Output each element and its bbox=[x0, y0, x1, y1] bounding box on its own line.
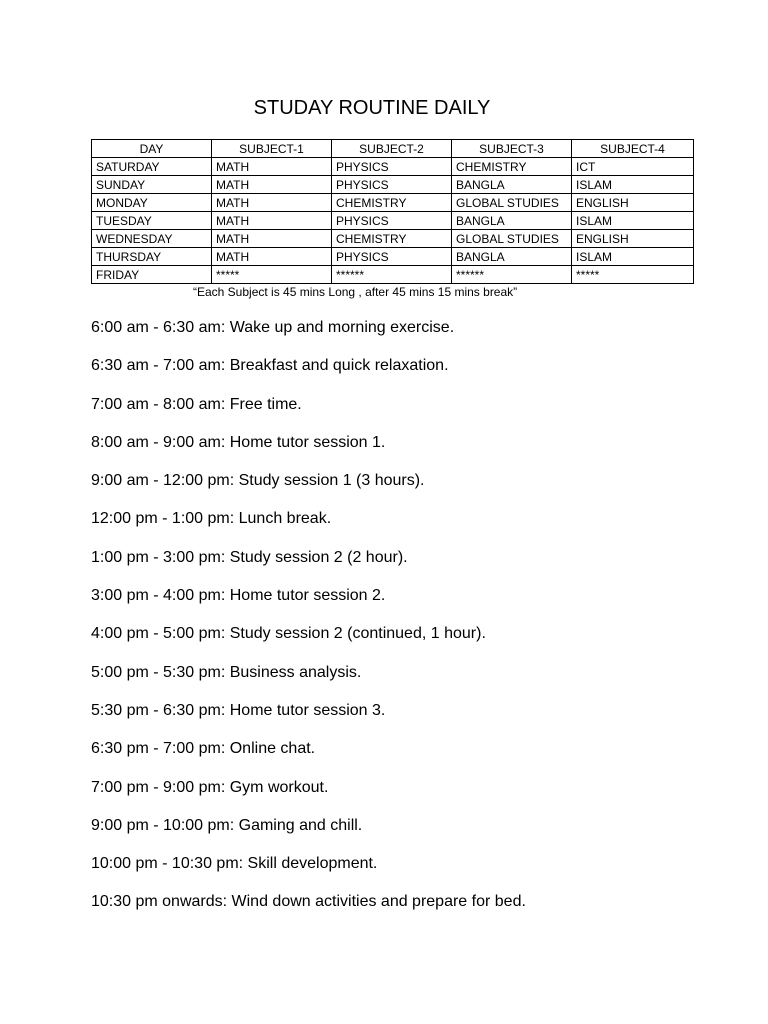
table-cell: CHEMISTRY bbox=[452, 158, 572, 176]
table-cell: MATH bbox=[212, 248, 332, 266]
schedule-item: 9:00 am - 12:00 pm: Study session 1 (3 hours). bbox=[91, 472, 425, 490]
table-cell: SATURDAY bbox=[92, 158, 212, 176]
table-row bbox=[92, 176, 694, 194]
table-row bbox=[92, 230, 694, 248]
table-cell: PHYSICS bbox=[332, 212, 452, 230]
document-title: STUDAY ROUTINE DAILY bbox=[253, 97, 491, 119]
routine-table bbox=[91, 139, 694, 284]
table-cell: ISLAM bbox=[572, 212, 694, 230]
schedule-item: 5:30 pm - 6:30 pm: Home tutor session 3. bbox=[91, 701, 386, 719]
table-cell: ICT bbox=[572, 158, 694, 176]
table-cell: BANGLA bbox=[452, 248, 572, 266]
table-cell: ****** bbox=[452, 266, 572, 284]
schedule-item: 7:00 pm - 9:00 pm: Gym workout. bbox=[91, 778, 329, 796]
table-cell: MATH bbox=[212, 212, 332, 230]
table-cell: MATH bbox=[212, 158, 332, 176]
table-cell: MATH bbox=[212, 194, 332, 212]
table-cell: TUESDAY bbox=[92, 212, 212, 230]
schedule-item: 10:30 pm onwards: Wind down activities and prepare for bed. bbox=[91, 893, 526, 911]
table-note: “Each Subject is 45 mins Long , after 45 mins 15 mins break” bbox=[193, 285, 518, 299]
table-cell: FRIDAY bbox=[92, 266, 212, 284]
table-cell: ****** bbox=[332, 266, 452, 284]
table-cell: THURSDAY bbox=[92, 248, 212, 266]
table-row bbox=[92, 212, 694, 230]
table-cell: MONDAY bbox=[92, 194, 212, 212]
header-cell-subject-2: SUBJECT-2 bbox=[332, 140, 452, 158]
header-cell-subject-1: SUBJECT-1 bbox=[212, 140, 332, 158]
schedule-item: 8:00 am - 9:00 am: Home tutor session 1. bbox=[91, 433, 386, 451]
table-cell: ***** bbox=[572, 266, 694, 284]
table-cell: CHEMISTRY bbox=[332, 194, 452, 212]
header-cell-day: DAY bbox=[92, 140, 212, 158]
table-row bbox=[92, 194, 694, 212]
schedule-item: 4:00 pm - 5:00 pm: Study session 2 (continued, 1 hour). bbox=[91, 625, 486, 643]
schedule-item: 5:00 pm - 5:30 pm: Business analysis. bbox=[91, 663, 362, 681]
table-cell: ***** bbox=[212, 266, 332, 284]
schedule-item: 1:00 pm - 3:00 pm: Study session 2 (2 hour). bbox=[91, 548, 408, 566]
schedule-item: 7:00 am - 8:00 am: Free time. bbox=[91, 395, 302, 413]
table-cell: MATH bbox=[212, 176, 332, 194]
table-row bbox=[92, 158, 694, 176]
table-row bbox=[92, 248, 694, 266]
schedule-item: 3:00 pm - 4:00 pm: Home tutor session 2. bbox=[91, 587, 386, 605]
schedule-item: 6:30 pm - 7:00 pm: Online chat. bbox=[91, 740, 316, 758]
table-cell: GLOBAL STUDIES bbox=[452, 230, 572, 248]
table-cell: BANGLA bbox=[452, 212, 572, 230]
table-cell: ENGLISH bbox=[572, 194, 694, 212]
table-cell: PHYSICS bbox=[332, 176, 452, 194]
schedule-item: 6:30 am - 7:00 am: Breakfast and quick relaxation. bbox=[91, 357, 449, 375]
table-cell: WEDNESDAY bbox=[92, 230, 212, 248]
schedule-item: 9:00 pm - 10:00 pm: Gaming and chill. bbox=[91, 816, 363, 834]
header-cell-subject-4: SUBJECT-4 bbox=[572, 140, 694, 158]
table-cell: SUNDAY bbox=[92, 176, 212, 194]
table-cell: MATH bbox=[212, 230, 332, 248]
table-header-row bbox=[92, 140, 694, 158]
schedule-item: 10:00 pm - 10:30 pm: Skill development. bbox=[91, 855, 378, 873]
table-cell: ISLAM bbox=[572, 176, 694, 194]
table-cell: ENGLISH bbox=[572, 230, 694, 248]
table-cell: PHYSICS bbox=[332, 158, 452, 176]
daily-schedule-list bbox=[91, 318, 526, 931]
table-cell: ISLAM bbox=[572, 248, 694, 266]
table-cell: GLOBAL STUDIES bbox=[452, 194, 572, 212]
table-cell: BANGLA bbox=[452, 176, 572, 194]
header-cell-subject-3: SUBJECT-3 bbox=[452, 140, 572, 158]
schedule-item: 12:00 pm - 1:00 pm: Lunch break. bbox=[91, 510, 332, 528]
table-cell: PHYSICS bbox=[332, 248, 452, 266]
table-cell: CHEMISTRY bbox=[332, 230, 452, 248]
schedule-item: 6:00 am - 6:30 am: Wake up and morning exercise. bbox=[91, 319, 455, 336]
table-row bbox=[92, 266, 694, 284]
